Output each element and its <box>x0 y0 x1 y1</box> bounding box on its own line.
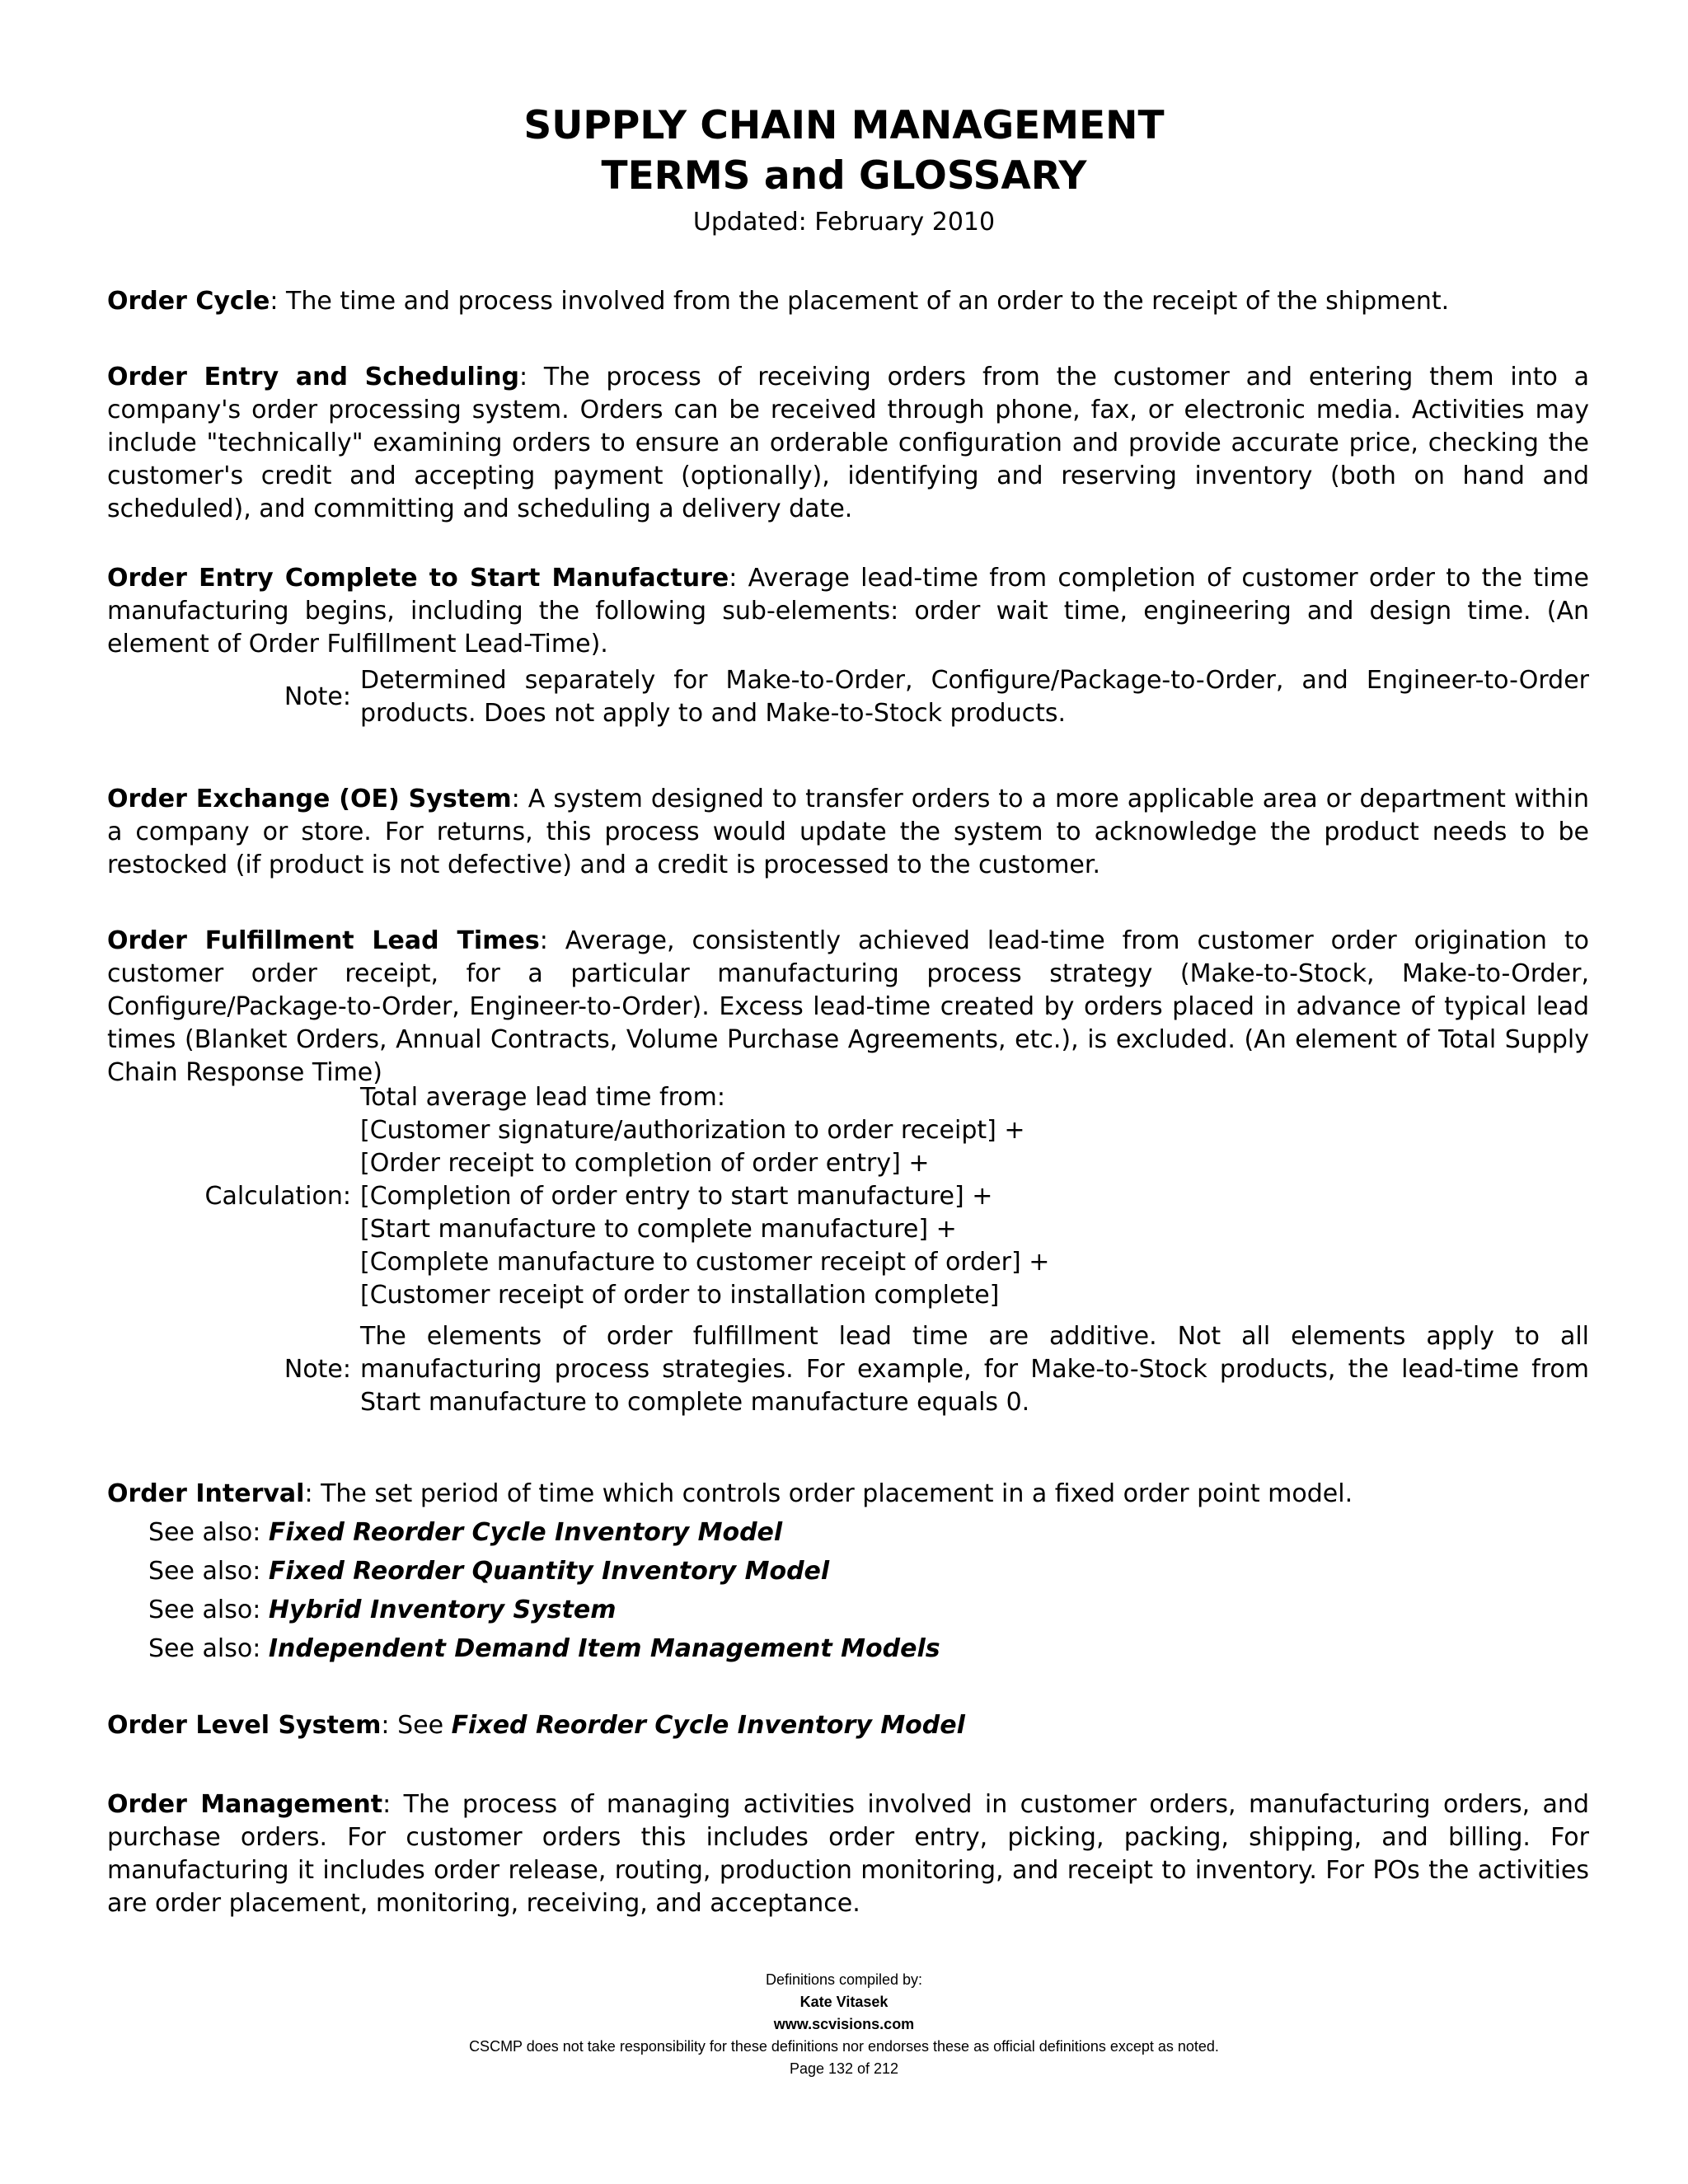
calculation-label: Calculation: <box>204 1182 351 1211</box>
see-also-label: See also: <box>148 1557 269 1586</box>
entry-order-entry-scheduling <box>107 361 1589 526</box>
footer-page-number: Page 132 of 212 <box>789 2060 899 2077</box>
term-order-entry-complete: Order Entry Complete to Start Manufacture <box>107 564 729 593</box>
note-order-fulfillment: The elements of order fulfillment lead time are additive. Not all elements apply to all manufacturing process strategies. For example, for Make-to-Stock products, the lead-time from Start manufacture to complete manufacture equals 0. <box>360 1322 1589 1417</box>
term-order-exchange: Order Exchange (OE) System <box>107 785 512 813</box>
calculation-line: [Completion of order entry to start manufacture] + <box>360 1182 993 1211</box>
definition-order-fulfillment: : Average, consistently achieved lead-time from customer order origination to customer order receipt, for a particular manufacturing process strategy (Make-to-Stock, Make-to-Order, Configure/Package-to-Order, Engineer-to-Order). Excess lead-time created by orders placed in advance of typical lead times (Blanket Orders, Annual Contracts, Volume Purchase Agreements, etc.), is excluded. (An element of Total Supply Chain Response Time) <box>107 926 1589 1087</box>
see-also-reference: Fixed Reorder Quantity Inventory Model <box>268 1557 830 1586</box>
term-order-cycle: Order Cycle <box>107 287 270 316</box>
calculation-line: [Customer receipt of order to installation complete] <box>360 1281 1000 1310</box>
footer-disclaimer: CSCMP does not take responsibility for these definitions nor endorses these as official definitions except as noted. <box>469 2038 1219 2055</box>
definition-order-interval: : The set period of time which controls order placement in a fixed order point model. <box>304 1479 1353 1508</box>
see-also-1 <box>148 1516 782 1549</box>
page-title-line2: TERMS and GLOSSARY <box>601 153 1087 199</box>
definition-order-exchange: : A system designed to transfer orders to a more applicable area or department within a company or store. For returns, this process would update the system to acknowledge the product needs to be restocked (if product is not defective) and a credit is processed to the customer. <box>107 785 1589 879</box>
see-also-3 <box>148 1594 616 1627</box>
term-order-level-system: Order Level System <box>107 1711 382 1740</box>
entry-order-exchange <box>107 783 1589 882</box>
definition-order-cycle: : The time and process involved from the placement of an order to the receipt of the shipment. <box>270 287 1450 316</box>
footer-author: Kate Vitasek <box>799 1994 889 2010</box>
term-order-interval: Order Interval <box>107 1479 305 1508</box>
footer-compiled-by: Definitions compiled by: <box>765 1971 923 1988</box>
see-also-label: See also: <box>148 1634 269 1663</box>
calculation-line: [Order receipt to completion of order entry] + <box>360 1149 930 1178</box>
see-also-label: See also: <box>148 1596 269 1624</box>
definition-order-management: : The process of managing activities involved in customer orders, manufacturing orders, and purchase orders. For customer orders this includes order entry, picking, packing, shipping, and billing. For manufacturing it includes order release, routing, production monitoring, and receipt to inventory. For POs the activities are order placement, monitoring, receiving, and acceptance. <box>107 1790 1589 1918</box>
entry-order-entry-complete <box>107 562 1589 661</box>
footer-website[interactable]: www.scvisions.com <box>773 2016 915 2032</box>
see-also-2 <box>148 1555 829 1588</box>
see-also-4 <box>148 1633 940 1666</box>
note-order-entry-complete: Determined separately for Make-to-Order, Configure/Package-to-Order, and Engineer-to-Order products. Does not apply to and Make-to-Stock products. <box>360 666 1589 728</box>
page-title-line1: SUPPLY CHAIN MANAGEMENT <box>523 103 1165 148</box>
calculation-line: [Complete manufacture to customer receipt of order] + <box>360 1248 1050 1277</box>
definition-order-entry-complete: : Average lead-time from completion of customer order to the time manufacturing begins, including the following sub-elements: order wait time, engineering and design time. (An element of Order Fulfillment Lead-Time). <box>107 564 1589 658</box>
see-also-label: See also: <box>148 1518 269 1547</box>
entry-order-cycle <box>107 285 1589 318</box>
entry-order-level-system <box>107 1709 1589 1742</box>
see-also-reference: Fixed Reorder Cycle Inventory Model <box>268 1518 783 1547</box>
calculation-line: [Start manufacture to complete manufacture] + <box>360 1215 957 1244</box>
definition-order-level-system: : See <box>381 1711 452 1740</box>
term-order-entry-scheduling: Order Entry and Scheduling <box>107 363 519 391</box>
updated-date: Updated: February 2010 <box>692 208 996 237</box>
entry-order-interval <box>107 1478 1589 1511</box>
term-order-management: Order Management <box>107 1790 383 1819</box>
entry-order-fulfillment <box>107 925 1589 1090</box>
note-label: Note: <box>284 682 351 711</box>
calculation-line: Total average lead time from: <box>360 1083 725 1112</box>
calculation-line: [Customer signature/authorization to order receipt] + <box>360 1116 1025 1145</box>
term-order-fulfillment: Order Fulfillment Lead Times <box>107 926 540 955</box>
entry-order-management <box>107 1788 1589 1920</box>
calculation-block <box>360 1081 1049 1312</box>
definition-order-entry-scheduling: : The process of receiving orders from the customer and entering them into a company's order processing system. Orders can be received through phone, fax, or electronic media. Activities may include "technically" examining orders to ensure an orderable configuration and provide accurate price, checking the customer's credit and accepting payment (optionally), identifying and reserving inventory (both on hand and scheduled), and committing and scheduling a delivery date. <box>107 363 1589 523</box>
reference-order-level-system: Fixed Reorder Cycle Inventory Model <box>451 1711 965 1740</box>
note-label: Note: <box>284 1355 351 1384</box>
see-also-reference: Hybrid Inventory System <box>268 1596 617 1624</box>
see-also-reference: Independent Demand Item Management Models <box>268 1634 940 1663</box>
